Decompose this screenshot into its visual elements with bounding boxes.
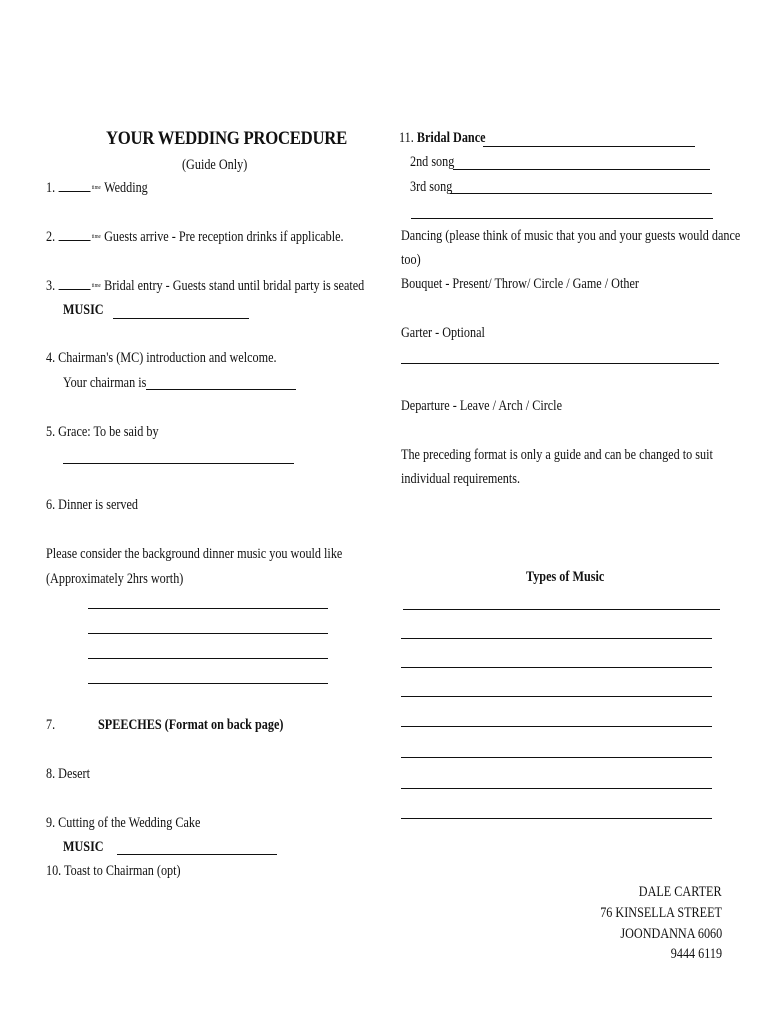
chairman-label: Your chairman is xyxy=(63,375,147,391)
types-of-music-heading: Types of Music xyxy=(526,569,605,585)
item-9: 9. Cutting of the Wedding Cake xyxy=(46,815,201,831)
item-2-number: 2. xyxy=(46,229,56,245)
garter-label: Garter - Optional xyxy=(401,325,485,341)
dancing-note-cont: too) xyxy=(401,252,421,268)
item-7: SPEECHES (Format on back page) xyxy=(98,717,284,733)
second-song-field[interactable] xyxy=(453,169,710,170)
extra-song-field[interactable] xyxy=(411,218,713,219)
music-label-2: MUSIC xyxy=(63,839,104,855)
contact-name: DALE CARTER xyxy=(639,884,722,900)
dinner-music-field[interactable] xyxy=(88,683,328,684)
third-song-field[interactable] xyxy=(450,193,712,194)
music-type-field[interactable] xyxy=(401,726,712,727)
music-type-field[interactable] xyxy=(401,818,712,819)
item-11-number: 11. xyxy=(399,130,414,146)
second-song-label: 2nd song xyxy=(410,154,455,170)
item-1-number: 1. xyxy=(46,180,56,196)
music-field-2[interactable] xyxy=(117,854,277,855)
dinner-music-field[interactable] xyxy=(88,658,328,659)
item-1 xyxy=(46,180,148,197)
item-1-time-label: time xyxy=(91,185,101,192)
music-label-1: MUSIC xyxy=(63,302,104,318)
item-2 xyxy=(46,229,344,246)
music-type-field[interactable] xyxy=(401,638,712,639)
item-5: 5. Grace: To be said by xyxy=(46,424,159,440)
item-7-number: 7. xyxy=(46,717,56,733)
item-11-text: Bridal Dance xyxy=(416,130,486,146)
item-3-text: Bridal entry - Guests stand until bridal party is seated xyxy=(104,278,365,294)
grace-field[interactable] xyxy=(63,463,294,464)
bridal-dance-field[interactable] xyxy=(483,146,695,147)
contact-suburb: JOONDANNA 6060 xyxy=(620,926,722,942)
item-8: 8. Desert xyxy=(46,766,90,782)
departure-options: Departure - Leave / Arch / Circle xyxy=(401,398,562,414)
guide-note-cont: individual requirements. xyxy=(401,471,521,487)
dinner-music-field[interactable] xyxy=(88,608,328,609)
guide-note: The preceding format is only a guide and can be changed to suit xyxy=(401,447,713,463)
item-3-time-label: time xyxy=(91,283,101,290)
dinner-music-note: Please consider the background dinner music you would like xyxy=(46,546,343,562)
third-song-label: 3rd song xyxy=(410,179,453,195)
item-1-text: Wedding xyxy=(104,180,148,196)
page-subtitle: (Guide Only) xyxy=(182,157,248,173)
chairman-field[interactable] xyxy=(146,389,296,390)
item-2-time-field[interactable] xyxy=(58,238,90,241)
item-10: 10. Toast to Chairman (opt) xyxy=(46,863,181,879)
item-6: 6. Dinner is served xyxy=(46,497,139,513)
item-4: 4. Chairman's (MC) introduction and welcome. xyxy=(46,350,277,366)
dinner-music-field[interactable] xyxy=(88,633,328,634)
item-11 xyxy=(399,130,486,147)
garter-field[interactable] xyxy=(401,363,719,364)
music-type-field[interactable] xyxy=(401,696,712,697)
music-type-field[interactable] xyxy=(401,757,712,758)
dinner-music-duration: (Approximately 2hrs worth) xyxy=(46,571,184,587)
item-3-time-field[interactable] xyxy=(58,287,90,290)
contact-street: 76 KINSELLA STREET xyxy=(600,905,722,921)
music-type-field[interactable] xyxy=(403,609,720,610)
item-1-time-field[interactable] xyxy=(58,189,90,192)
page-title: YOUR WEDDING PROCEDURE xyxy=(106,128,347,149)
item-2-text: Guests arrive - Pre reception drinks if applicable. xyxy=(104,229,344,245)
dancing-note: Dancing (please think of music that you and your guests would dance xyxy=(401,228,741,244)
bouquet-options: Bouquet - Present/ Throw/ Circle / Game / Other xyxy=(401,276,639,292)
contact-phone: 9444 6119 xyxy=(670,946,722,962)
item-2-time-label: time xyxy=(91,234,101,241)
item-3-number: 3. xyxy=(46,278,56,294)
music-type-field[interactable] xyxy=(401,788,712,789)
item-3 xyxy=(46,278,364,295)
music-field-1[interactable] xyxy=(113,318,249,319)
music-type-field[interactable] xyxy=(401,667,712,668)
